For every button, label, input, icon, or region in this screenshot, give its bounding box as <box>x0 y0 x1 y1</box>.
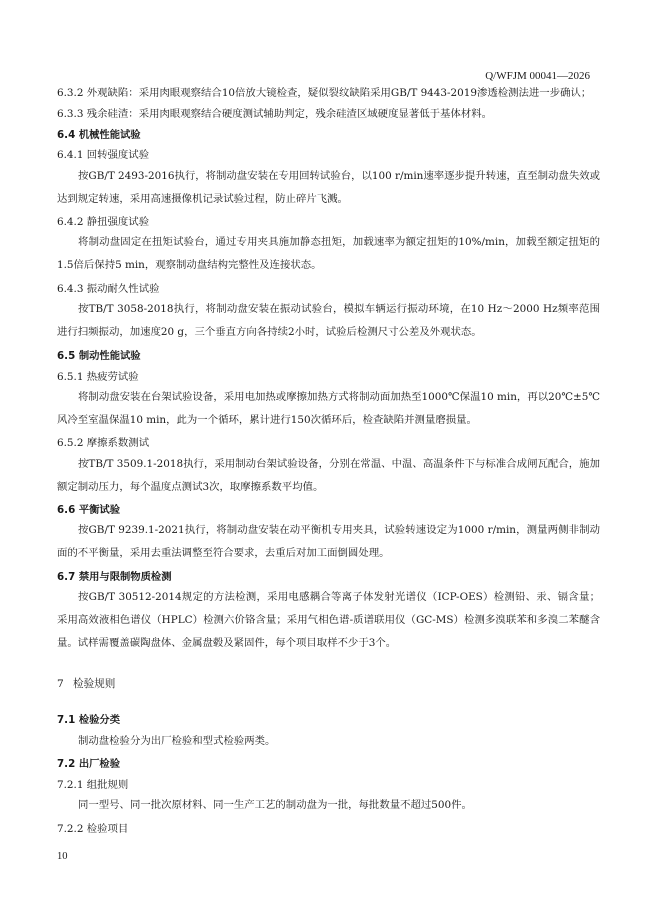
clause-6-3-2: 6.3.2 外观缺陷：采用肉眼观察结合10倍放大镜检查，疑似裂纹缺陷采用GB/T 9443-2019渗透检测法进一步确认； <box>57 87 592 99</box>
heading-6-7: 6.7 禁用与限制物质检测 <box>57 570 172 583</box>
body-6-5-2: 按TB/T 3509.1-2018执行，采用制动台架试验设备，分别在常温、中温、高温条件下与标准合成闸瓦配合，施加额定制动压力，每个温度点测试3次，取摩擦系数平均值。 <box>57 457 600 493</box>
body-6-4-1: 按GB/T 2493-2016执行，将制动盘安装在专用回转试验台，以100 r/min速率逐步提升转速，直至制动盘失效或达到规定转速，采用高速摄像机记录试验过程，防止碎片飞溅。 <box>57 169 600 205</box>
heading-6-6: 6.6 平衡试验 <box>57 504 121 517</box>
body-7-1: 制动盘检验分为出厂检验和型式检验两类。 <box>78 734 276 747</box>
page-number: 10 <box>57 851 68 862</box>
body-6-6: 按GB/T 9239.1-2021执行，将制动盘安装在动平衡机专用夹具，试验转速设定为1000 r/min，测量两侧非制动面的不平衡量，采用去重法调整至符合要求，去重后对加工面倒圆处理。 <box>57 524 600 560</box>
heading-6-4-3: 6.4.3 振动耐久性试验 <box>57 282 160 295</box>
body-6-4-3: 按TB/T 3058-2018执行，将制动盘安装在振动试验台，模拟车辆运行振动环境，在10 Hz～2000 Hz频率范围进行扫频振动，加速度20 g，三个垂直方向各持续2小时，试验后检测尺寸公差及外观状态。 <box>57 303 600 339</box>
page-body <box>57 84 600 838</box>
chapter-7-heading <box>57 675 600 693</box>
heading-6-4: 6.4 机械性能试验 <box>57 128 141 141</box>
heading-7-2-2: 7.2.2 检验项目 <box>57 822 129 835</box>
clause-6-3-3: 6.3.3 残余硅渣：采用肉眼观察结合硬度测试辅助判定，残余硅渣区域硬度显著低于基体材料。 <box>57 107 492 120</box>
heading-6-4-2: 6.4.2 静扭强度试验 <box>57 216 150 229</box>
heading-6-5-1: 6.5.1 热疲劳试验 <box>57 370 139 383</box>
heading-6-4-1: 6.4.1 回转强度试验 <box>57 149 150 162</box>
chapter-number: 7 <box>57 678 64 691</box>
heading-7-1: 7.1 检验分类 <box>57 714 121 727</box>
body-6-4-2: 将制动盘固定在扭矩试验台，通过专用夹具施加静态扭矩，加载速率为额定扭矩的10%/min，加载至额定扭矩的1.5倍后保持5 min，观察制动盘结构完整性及连接状态。 <box>57 236 600 272</box>
document-code-header: Q/WFJM 00041—2026 <box>485 70 590 82</box>
body-6-5-1: 将制动盘安装在台架试验设备，采用电加热或摩擦加热方式将制动面加热至1000℃保温10 min，再以20℃±5℃风冷至室温保温10 min，此为一个循环，累计进行150次循环后，检查缺陷并测量磨损量。 <box>57 390 600 426</box>
body-7-2-1: 同一型号、同一批次原材料、同一生产工艺的制动盘为一批，每批数量不超过500件。 <box>78 799 472 812</box>
chapter-title: 检验规则 <box>73 678 116 691</box>
body-6-7: 按GB/T 30512-2014规定的方法检测，采用电感耦合等离子体发射光谱仪（ICP-OES）检测铅、汞、镉含量；采用高效液相色谱仪（HPLC）检测六价铬含量；采用气相色谱-质谱联用仪（GC-MS）检测多溴联苯和多溴二苯醚含量。试样需覆盖碳陶盘体、金属盘毂及紧固件，每个项目取样不少于3个。 <box>57 591 600 650</box>
heading-7-2-1: 7.2.1 组批规则 <box>57 778 129 791</box>
heading-6-5: 6.5 制动性能试验 <box>57 349 141 362</box>
heading-7-2: 7.2 出厂检验 <box>57 758 121 771</box>
heading-6-5-2: 6.5.2 摩擦系数测试 <box>57 437 150 450</box>
